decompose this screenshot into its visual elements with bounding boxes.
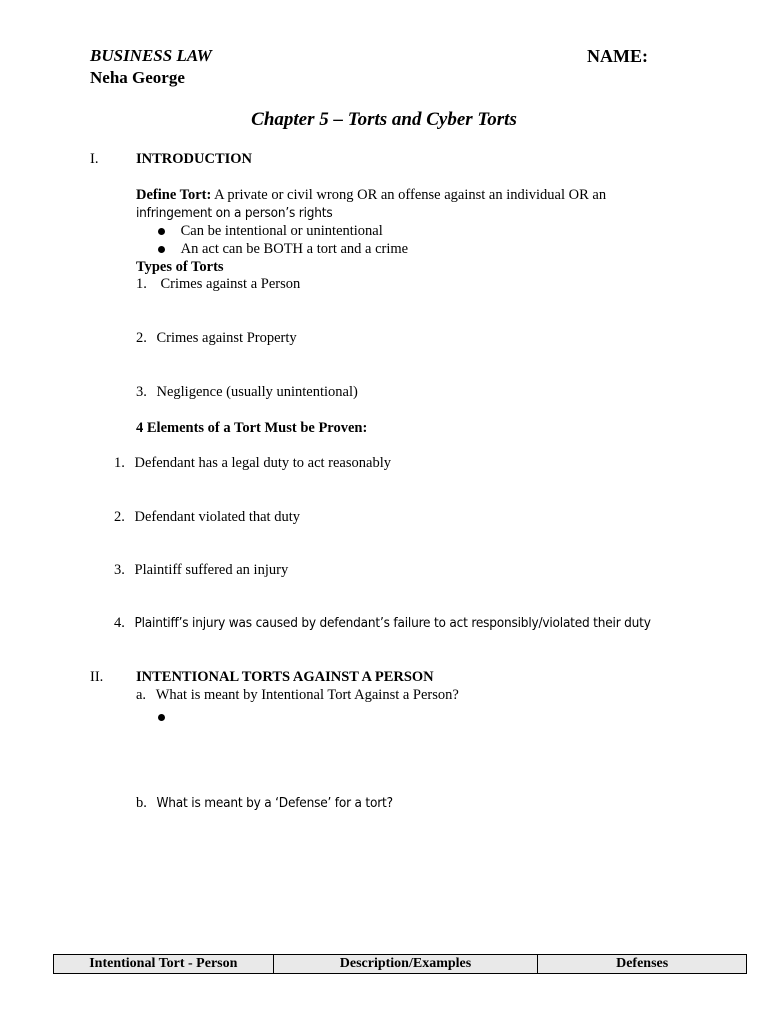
list-number: 3. [114, 562, 125, 578]
types-list-item [136, 384, 358, 401]
list-number: 2. [114, 509, 125, 525]
table-header-cell: Defenses [538, 955, 747, 974]
list-text: Defendant has a legal duty to act reasonably [134, 455, 391, 471]
types-heading: Types of Torts [136, 259, 224, 275]
bullet-icon [158, 228, 165, 235]
bullet-icon [158, 714, 165, 721]
elements-heading: 4 Elements of a Tort Must be Proven: [136, 420, 368, 436]
elements-list-item [114, 509, 300, 526]
question-label: a. [136, 687, 147, 703]
question-text: What is meant by Intentional Tort Against a Person? [155, 687, 459, 703]
list-text: Crimes against Property [156, 330, 297, 346]
define-tort-text-cont: infringement on a person’s rights [136, 205, 333, 221]
section-2-numeral: II. [90, 669, 104, 685]
section-1-heading: INTRODUCTION [136, 151, 253, 167]
section-1-numeral: I. [90, 151, 99, 167]
bullet-text: An act can be BOTH a tort and a crime [180, 241, 409, 257]
list-text: Defendant violated that duty [134, 509, 300, 525]
student-name: Neha George [90, 68, 185, 87]
name-label: NAME: [587, 46, 648, 66]
bullet-item [158, 223, 383, 240]
elements-list-item [114, 455, 391, 472]
types-list-item [136, 276, 300, 293]
question-text: What is meant by a ‘Defense’ for a tort? [156, 795, 393, 811]
list-number: 1. [136, 276, 147, 292]
question-b [136, 795, 393, 812]
answer-bullet [158, 708, 165, 726]
types-list-item [136, 330, 297, 347]
bullet-text: Can be intentional or unintentional [180, 223, 383, 239]
list-text: Crimes against a Person [160, 276, 301, 292]
list-number: 2. [136, 330, 147, 346]
list-number: 1. [114, 455, 125, 471]
question-label: b. [136, 795, 147, 811]
list-number: 3. [136, 384, 147, 400]
course-title: BUSINESS LAW [90, 46, 212, 65]
define-tort-text: A private or civil wrong OR an offense against an individual OR an [211, 187, 607, 203]
define-tort-label: Define Tort: [136, 187, 212, 203]
define-tort-line [136, 187, 606, 204]
list-text: Plaintiff suffered an injury [134, 562, 289, 578]
bullet-item [158, 241, 408, 258]
list-number: 4. [114, 615, 125, 631]
table-header-cell: Description/Examples [273, 955, 538, 974]
question-a [136, 687, 459, 704]
list-text: Negligence (usually unintentional) [156, 384, 358, 400]
chapter-title: Chapter 5 – Torts and Cyber Torts [251, 109, 517, 130]
bullet-icon [158, 246, 165, 253]
table-header-row [54, 955, 747, 974]
list-text: Plaintiff’s injury was caused by defendant’s failure to act responsibly/violated their duty [134, 615, 651, 631]
torts-table [53, 954, 747, 974]
section-2-heading: INTENTIONAL TORTS AGAINST A PERSON [136, 669, 434, 685]
elements-list-item [114, 615, 651, 632]
table-header-cell: Intentional Tort - Person [54, 955, 274, 974]
elements-list-item [114, 562, 288, 579]
